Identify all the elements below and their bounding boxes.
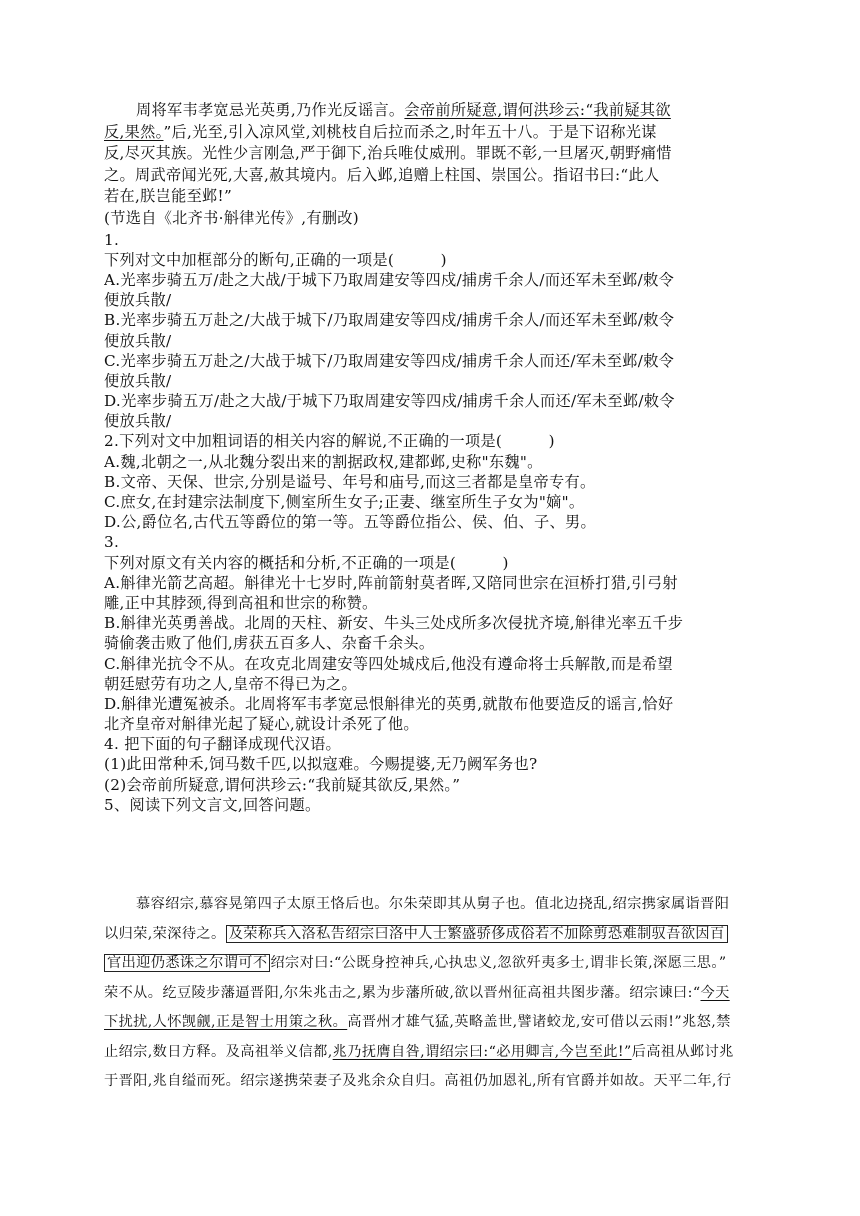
question-line: 2.下列对文中加粗词语的相关内容的解说,不正确的一项是( ) (104, 432, 555, 451)
question-line: A.斛律光箭艺高超。斛律光十七岁时,阵前箭射莫者晖,又陪同世宗在洹桥打猎,引弓射 (104, 573, 678, 592)
question-line: 便放兵散/ (104, 371, 172, 390)
question-line: 1. (104, 230, 120, 249)
underlined-segment: 会帝前所疑意,谓何洪珍云:“我前疑其欲 (404, 101, 671, 119)
question-line: D.光率步骑五万/赴之大战/于城下乃取周建安等四戍/捕虏千余人而还/军未至邺/敕令 (104, 392, 675, 411)
text-segment: 反,尽灭其族。光性少言刚急,严于御下,治兵唯仗威刑。罪既不彰,一旦屠灭,朝野痛惜 (104, 144, 672, 163)
passage-two-line (104, 890, 764, 920)
question-line: C.斛律光抗令不从。在攻克北周建安等四处城戍后,他没有遵命将士兵解散,而是希望 (104, 654, 673, 673)
text-segment: 止绍宗,数日方释。及高祖举义信都, (104, 1043, 333, 1060)
question-line: 便放兵散/ (104, 331, 172, 350)
question-line: 朝廷慰劳有功之人,皇帝不得已为之。 (104, 674, 357, 693)
underlined-segment: 今天 (700, 984, 730, 1001)
text-segment: 荣不从。纥豆陵步藩逼晋阳,尔朱兆击之,累为步藩所破,欲以晋州征高祖共图步藩。绍宗谏曰:“ (104, 984, 701, 1001)
question-line: D.斛律光遭冤被杀。北周将军韦孝宽忌恨斛律光的英勇,就散布他要造反的谣言,恰好 (104, 694, 674, 713)
source-note: (节选自《北齐书·斛律光传》,有删改) (104, 208, 360, 227)
question-line: 3. (104, 533, 120, 552)
passage-two-line (104, 920, 764, 950)
text-segment: 高晋州才雄气猛,英略盖世,譬诸蛟龙,安可借以云雨!”兆怒,禁 (347, 1014, 731, 1030)
passage-line (104, 143, 764, 165)
boxed-segment: 及荣称兵入洛私告绍宗曰洛中人士繁盛骄侈成俗若不加除剪恐难制驭吾欲因百 (226, 925, 728, 943)
underlined-segment: 下扰扰,人怀觊觎,正是智士用策之秋。 (104, 1014, 348, 1030)
question-line: 雕,正中其脖颈,得到高祖和世宗的称赞。 (104, 593, 378, 612)
text-segment: 周将军韦孝宽忌光英勇,乃作光反谣言。 (136, 101, 405, 119)
question-line: 便放兵散/ (104, 291, 172, 310)
question-line: 5、阅读下列文言文,回答问题。 (104, 795, 321, 814)
question-line: 北齐皇帝对斛律光起了疑心,就设计杀死了他。 (104, 715, 419, 734)
underlined-segment: 反,果然。 (104, 122, 164, 141)
text-segment: 之。周武帝闻光死,大喜,赦其境内。后入邺,追赠上柱国、崇国公。指诏书曰:“此人 (104, 165, 660, 184)
question-line: D.公,爵位名,古代五等爵位的第一等。五等爵位指公、侯、伯、子、男。 (104, 513, 596, 532)
text-segment: 慕容绍宗,慕容晃第四子太原王恪后也。尔朱荣即其从舅子也。值北边挠乱,绍宗携家属诣晋阳 (136, 896, 730, 912)
passage-line (104, 165, 764, 187)
question-line: C.庶女,在封建宗法制度下,侧室所生女子;正妻、继室所生子女为"嫡"。 (104, 493, 585, 511)
question-line: C.光率步骑五万赴之/大战于城下/乃取周建安等四戍/捕虏千余人而还/军未至邺/敕令 (104, 351, 675, 370)
question-line: 骑偷袭击败了他们,虏获五百多人、杂畜千余头。 (104, 634, 435, 653)
boxed-segment: 官出迎仍悉诛之尔谓可不 (104, 954, 270, 972)
question-line: 下列对文中加框部分的断句,正确的一项是( ) (104, 250, 447, 269)
passage-two (104, 890, 764, 1097)
passage-two-line (104, 1067, 764, 1097)
text-segment: 绍宗对曰:“公既身控神兵,心执忠义,忽欲歼夷多士,谓非长策,深愿三思。” (270, 955, 727, 971)
text-segment: 若在,朕岂能至邺!” (104, 187, 233, 206)
passage-two-line (104, 1038, 764, 1068)
question-line: B.文帝、天保、世宗,分别是谥号、年号和庙号,而这三者都是皇帝专有。 (104, 472, 596, 491)
question-line: B.斛律光英勇善战。北周的天柱、新安、牛头三处戍所多次侵扰齐境,斛律光率五千步 (104, 614, 684, 633)
document-body (104, 100, 764, 815)
passage-line (104, 100, 764, 122)
text-segment: 后高祖从邺讨兆 (631, 1043, 734, 1060)
question-line: A.魏,北朝之一,从北魏分裂出来的割据政权,建都邺,史称"东魏"。 (104, 452, 543, 471)
question-line: 4. 把下面的句子翻译成现代汉语。 (104, 735, 342, 754)
text-segment: ”后,光至,引入凉风堂,刘桃枝自后拉而杀之,时年五十八。于是下诏称光谋 (163, 122, 657, 141)
question-line: (1)此田常种禾,饲马数千匹,以拟寇难。今赐提婆,无乃阙军务也? (104, 755, 538, 774)
question-line: A.光率步骑五万/赴之大战/于城下乃取周建安等四戍/捕虏千余人/而还军未至邺/敕令 (104, 270, 675, 289)
question-line: (2)会帝前所疑意,谓何洪珍云:“我前疑其欲反,果然。” (104, 775, 461, 794)
question-line: 便放兵散/ (104, 412, 172, 431)
question-line: B.光率步骑五万赴之/大战于城下/乃取周建安等四戍/捕虏千余人/而还军未至邺/敕令 (104, 311, 675, 330)
text-segment: 于晋阳,兆自缢而死。绍宗遂携荣妻子及兆余众自归。高祖仍加恩礼,所有官爵并如故。天平二年,行 (104, 1073, 732, 1089)
passage-line (104, 186, 764, 208)
passage-two-line (104, 949, 764, 979)
question-line: 下列对原文有关内容的概括和分析,不正确的一项是( ) (104, 553, 509, 572)
underlined-segment: 兆乃抚膺自咎,谓绍宗曰:“必用卿言,今岂至此!” (332, 1043, 632, 1060)
passage-two-line (104, 979, 764, 1009)
passage-line (104, 122, 764, 144)
passage-two-line (104, 1008, 764, 1038)
text-segment: 以归荣,荣深待之。 (104, 925, 226, 942)
